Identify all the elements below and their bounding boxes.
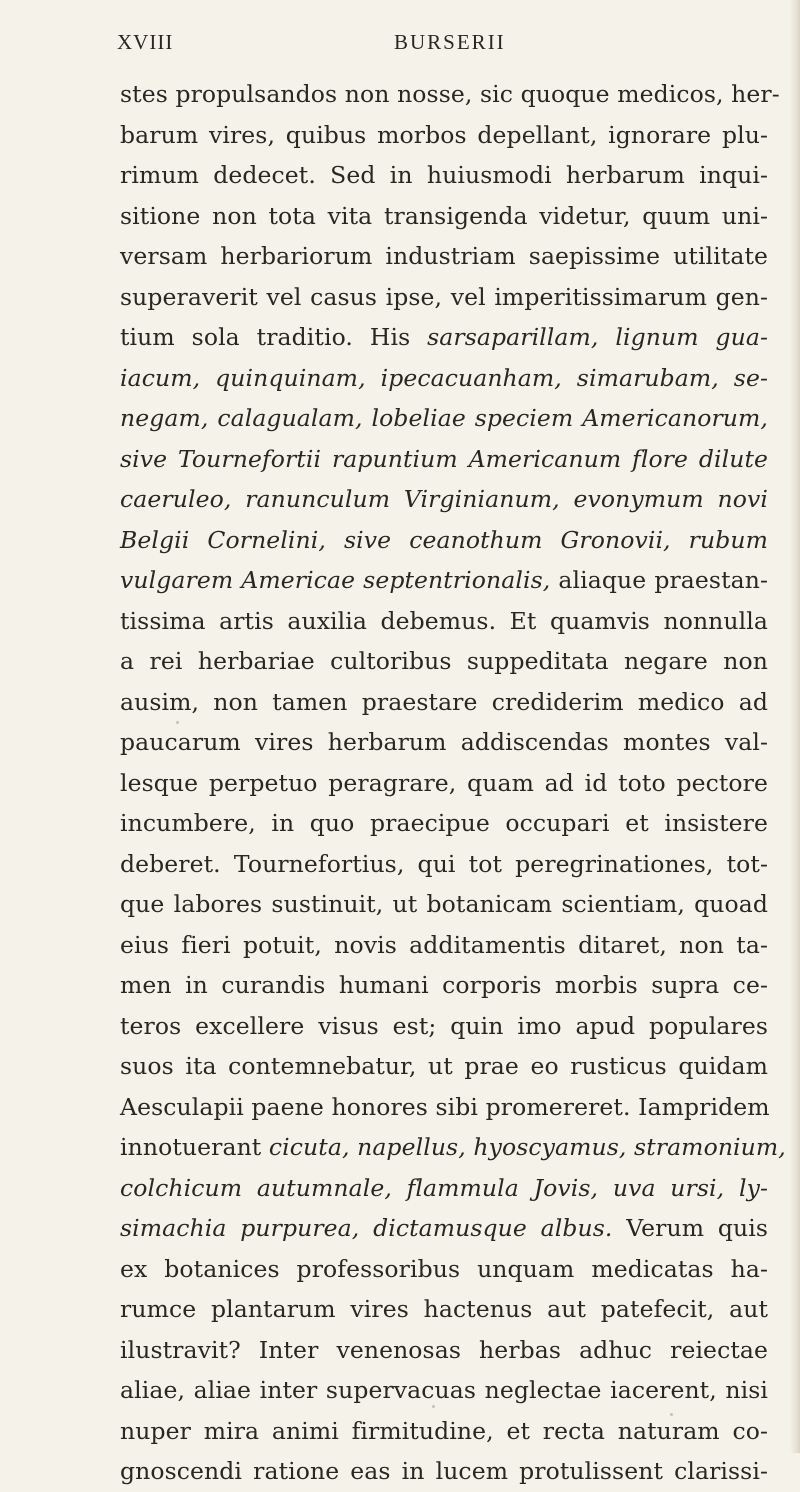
text-segment: que labores sustinuit, ut botanicam scientiam, quoad bbox=[120, 890, 768, 918]
text-line bbox=[120, 1046, 768, 1087]
italic-text: sive Tournefortii rapuntium Americanum flore dilute bbox=[120, 444, 768, 473]
text-line bbox=[120, 236, 768, 277]
text-line bbox=[120, 722, 768, 763]
text-line bbox=[120, 277, 768, 318]
italic-text: cicuta, napellus, hyoscyamus, stramonium, bbox=[268, 1133, 786, 1161]
italic-text: caeruleo, ranunculum Virginianum, evonymum novi bbox=[120, 485, 768, 513]
text-segment: lesque perpetuo peragrare, quam ad id toto pectore bbox=[120, 768, 768, 797]
ink-speck bbox=[432, 1405, 435, 1408]
text-line bbox=[120, 682, 768, 723]
text-line bbox=[120, 479, 768, 520]
text-segment: barum vires, quibus morbos depellant, ignorare plu- bbox=[120, 120, 768, 149]
text-segment: ex botanices professoribus unquam medicatas ha- bbox=[120, 1254, 768, 1283]
italic-text: vulgarem Americae septentrionalis, bbox=[120, 566, 551, 594]
text-line bbox=[120, 965, 768, 1006]
italic-text: Belgii Cornelini, sive ceanothum Gronovii, rubum bbox=[120, 525, 768, 554]
text-segment: paucarum vires herbarum addiscendas montes val- bbox=[120, 728, 768, 756]
text-segment: aliae, aliae inter supervacuas neglectae iacerent, nisi bbox=[120, 1376, 768, 1404]
text-line bbox=[120, 155, 768, 196]
ink-speck bbox=[670, 1413, 673, 1416]
text-segment: tissima artis auxilia debemus. Et quamvis nonnulla bbox=[120, 606, 768, 635]
text-segment: ausim, non tamen praestare crediderim medico ad bbox=[120, 687, 768, 716]
text-segment: nuper mira animi firmitudine, et recta naturam co- bbox=[120, 1416, 768, 1445]
text-segment: stes propulsandos non nosse, sic quoque medicos, her- bbox=[120, 80, 780, 108]
text-line bbox=[120, 1330, 768, 1371]
text-line bbox=[120, 641, 768, 682]
text-segment: teros excellere visus est; quin imo apud populares bbox=[120, 1011, 768, 1040]
text-line bbox=[120, 1087, 768, 1128]
text-line bbox=[120, 1208, 768, 1249]
body-text bbox=[120, 74, 786, 1492]
text-line bbox=[120, 1451, 768, 1492]
text-segment: aliaque praestan- bbox=[550, 566, 768, 594]
text-line bbox=[120, 196, 768, 237]
text-line bbox=[120, 1289, 768, 1330]
text-segment: ilustravit? Inter venenosas herbas adhuc reiectae bbox=[120, 1335, 768, 1364]
text-line bbox=[120, 844, 768, 885]
text-line bbox=[120, 74, 780, 115]
text-segment: tium sola traditio. His bbox=[120, 323, 428, 351]
text-segment: a rei herbariae cultoribus suppeditata negare non bbox=[120, 647, 768, 675]
text-line bbox=[120, 317, 768, 358]
text-line bbox=[120, 560, 768, 601]
running-title: BURSERII bbox=[394, 30, 506, 54]
running-head bbox=[117, 30, 777, 60]
text-line bbox=[120, 1411, 768, 1452]
text-segment: versam herbariorum industriam saepissime utilitate bbox=[120, 242, 768, 270]
page-edge bbox=[790, 0, 800, 1453]
text-line bbox=[120, 1127, 786, 1168]
text-line bbox=[120, 398, 768, 439]
text-segment: rumce plantarum vires hactenus aut patefecit, aut bbox=[120, 1295, 768, 1323]
text-segment: Verum quis bbox=[612, 1214, 768, 1242]
text-line bbox=[120, 520, 768, 561]
italic-text: negam, calagualam, lobeliae speciem Americanorum, bbox=[120, 404, 768, 432]
italic-text: simachia purpurea, dictamusque albus. bbox=[120, 1214, 613, 1242]
italic-text: sarsaparillam, lignum gua- bbox=[427, 323, 768, 351]
text-line bbox=[120, 884, 768, 925]
italic-text: iacum, quinquinam, ipecacuanham, simarubam, se- bbox=[120, 363, 768, 392]
text-line bbox=[120, 115, 768, 156]
text-segment: incumbere, in quo praecipue occupari et insistere bbox=[120, 809, 768, 837]
text-line bbox=[120, 1249, 768, 1290]
text-line bbox=[120, 358, 768, 399]
text-segment: sitione non tota vita transigenda videtur, quum uni- bbox=[120, 201, 768, 230]
text-segment: deberet. Tournefortius, qui tot peregrinationes, tot- bbox=[120, 849, 768, 878]
text-segment: rimum dedecet. Sed in huiusmodi herbarum inqui- bbox=[120, 161, 768, 189]
text-line bbox=[120, 763, 768, 804]
text-line bbox=[120, 1370, 768, 1411]
ink-speck bbox=[176, 721, 179, 724]
text-segment: Aesculapii paene honores sibi promereret. Iampridem bbox=[120, 1092, 770, 1121]
text-line bbox=[120, 925, 768, 966]
text-line bbox=[120, 439, 768, 480]
text-line bbox=[120, 1006, 768, 1047]
text-line bbox=[120, 1168, 768, 1209]
text-line bbox=[120, 601, 768, 642]
text-segment: innotuerant bbox=[120, 1133, 269, 1161]
text-segment: superaverit vel casus ipse, vel imperitissimarum gen- bbox=[120, 282, 768, 311]
text-segment: gnoscendi ratione eas in lucem protulissent clarissi- bbox=[120, 1457, 768, 1485]
italic-text: colchicum autumnale, flammula Jovis, uva ursi, ly- bbox=[120, 1173, 768, 1202]
page-number: XVIII bbox=[117, 30, 174, 54]
text-line bbox=[120, 803, 768, 844]
text-segment: suos ita contemnebatur, ut prae eo rusticus quidam bbox=[120, 1052, 768, 1080]
text-segment: men in curandis humani corporis morbis supra ce- bbox=[120, 971, 768, 999]
text-segment: eius fieri potuit, novis additamentis ditaret, non ta- bbox=[120, 930, 768, 959]
